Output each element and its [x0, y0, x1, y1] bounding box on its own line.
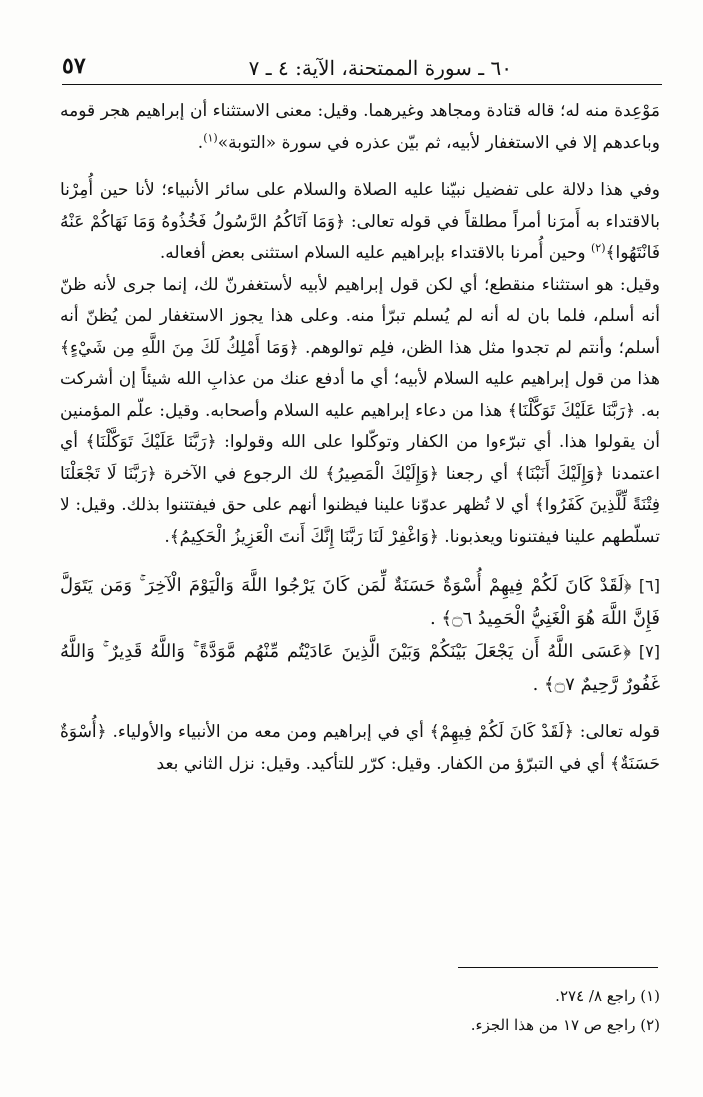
footnote: (٢) راجع ص ١٧ من هذا الجزء.	[470, 1016, 660, 1034]
page-number: ٥٧	[62, 53, 86, 79]
paragraph: وقيل: هو استثناء منقطع؛ أي لكن قول إبراهيم لأبيه لأستغفرنّ لك، إنما جرى لأنه ظنّ أنه أسلم، فلما بان له أنه لم يُسلم تبرّأ منه. وعلى هذا يجوز الاستغفار لمن يُظنّ أنه أسلم؛ وأنتم لم تجدوا مثل هذا الظن، فلِم توالوهم. ﴿وَمَا أَمْلِكُ لَكَ مِنَ اللَّهِ مِن شَيْءٍ﴾ هذا من قول إبراهيم عليه السلام لأبيه؛ أي ما أدفع عنك من عذابِ الله شيئاً إن أشركت به. ﴿رَبَّنَا عَلَيْكَ تَوَكَّلْنَا﴾ هذا من دعاء إبراهيم عليه السلام وأصحابه. وقيل: علّم المؤمنين أن يقولوا هذا. أي تبرّءوا من الكفار وتوكّلوا على الله وقولوا: ﴿رَبَّنَا عَلَيْكَ تَوَكَّلْنَا﴾ أي اعتمدنا ﴿وَإِلَيْكَ أَنَبْنَا﴾ أي رجعنا ﴿وَإِلَيْكَ الْمَصِيرُ﴾ لك الرجوع في الآخرة ﴿رَبَّنَا لَا تَجْعَلْنَا فِتْنَةً لِّلَّذِينَ كَفَرُوا﴾ أي لا تُظهر عدوّنا علينا فيظنوا أنهم على حق فيفتتنوا بذلك. وقيل: لا تسلّطهم علينا فيفتنونا ويعذبونا. ﴿وَاغْفِرْ لَنَا رَبَّنَا إِنَّكَ أَنتَ الْعَزِيزُ الْحَكِيمُ﴾.	[60, 274, 660, 547]
page-body	[60, 96, 660, 780]
verse-number: [٦]	[638, 576, 660, 595]
paragraph: قوله تعالى: ﴿لَقَدْ كَانَ لَكُمْ فِيهِمْ﴾ أي في إبراهيم ومن معه من الأنبياء والأولياء. ﴿أُسْوَةٌ حَسَنَةٌ﴾ أي في التبرّؤ من الكفار. وقيل: كرّر للتأكيد. وقيل: نزل الثاني بعد	[60, 722, 660, 774]
verse-text: ﴿لَقَدْ كَانَ لَكُمْ فِيهِمْ أُسْوَةٌ حَسَنَةٌ لِّمَن كَانَ يَرْجُوا اللَّهَ وَالْيَوْمَ الْآخِرَ ۚ وَمَن يَتَوَلَّ فَإِنَّ اللَّهَ هُوَ الْغَنِيُّ الْحَمِيدُ ۝٦﴾ .	[60, 575, 660, 629]
verse-block	[60, 635, 660, 701]
paragraph	[60, 175, 660, 270]
spacer	[60, 159, 660, 175]
paragraph-text: وفي هذا دلالة على تفضيل نبيّنا عليه الصلاة والسلام على سائر الأنبياء؛ لأنا حين أُمِرْنا بالاقتداء به أَمرَنا أمراً مطلقاً في قوله تعالى: ﴿وَمَا آتَاكُمُ الرَّسُولُ فَخُذُوهُ وَمَا نَهَاكُمْ عَنْهُ فَانْتَهُوا﴾	[60, 180, 660, 263]
paragraph-text: وحين أُمرنا بالاقتداء بإبراهيم عليه السلام استثنى بعض أفعاله.	[159, 243, 586, 263]
header-rule	[62, 84, 662, 85]
spacer	[60, 553, 660, 569]
verse-text: ﴿عَسَى اللَّهُ أَن يَجْعَلَ بَيْنَكُمْ وَبَيْنَ الَّذِينَ عَادَيْتُم مِّنْهُم مَّوَدَّةً ۚ وَاللَّهُ قَدِيرٌ ۚ وَاللَّهُ غَفُورٌ رَّحِيمٌ ۝٧﴾ .	[60, 641, 660, 695]
page-header	[62, 52, 662, 88]
paragraph-text: مَوْعِدة منه له؛ قاله قتادة ومجاهد وغيرهما. وقيل: معنى الاستثناء أن إبراهيم هجر قومه وباعدهم إلا في الاستغفار لأبيه، ثم بيّن عذره في سورة «التوبة»	[60, 101, 660, 153]
running-title: ٦٠ ـ سورة الممتحنة، الآية: ٤ ـ ٧	[248, 56, 512, 80]
footnote-ref: (١)	[203, 130, 218, 144]
footnote-rule	[458, 967, 658, 968]
footnote-ref: (٢)	[591, 241, 606, 255]
footnotes	[300, 982, 660, 1040]
paragraph: مَوْعِدة منه له؛ قاله قتادة ومجاهد وغيرهما. وقيل: معنى الاستثناء أن إبراهيم هجر قومه وباعدهم إلا في الاستغفار لأبيه، ثم بيّن عذره في سورة «التوبة»$^{(١)}$.	[60, 101, 660, 153]
verse-block	[60, 569, 660, 635]
verse-number: [٧]	[638, 642, 660, 661]
spacer	[60, 701, 660, 717]
footnote: (١) راجع ٨/ ٢٧٤.	[555, 987, 660, 1005]
